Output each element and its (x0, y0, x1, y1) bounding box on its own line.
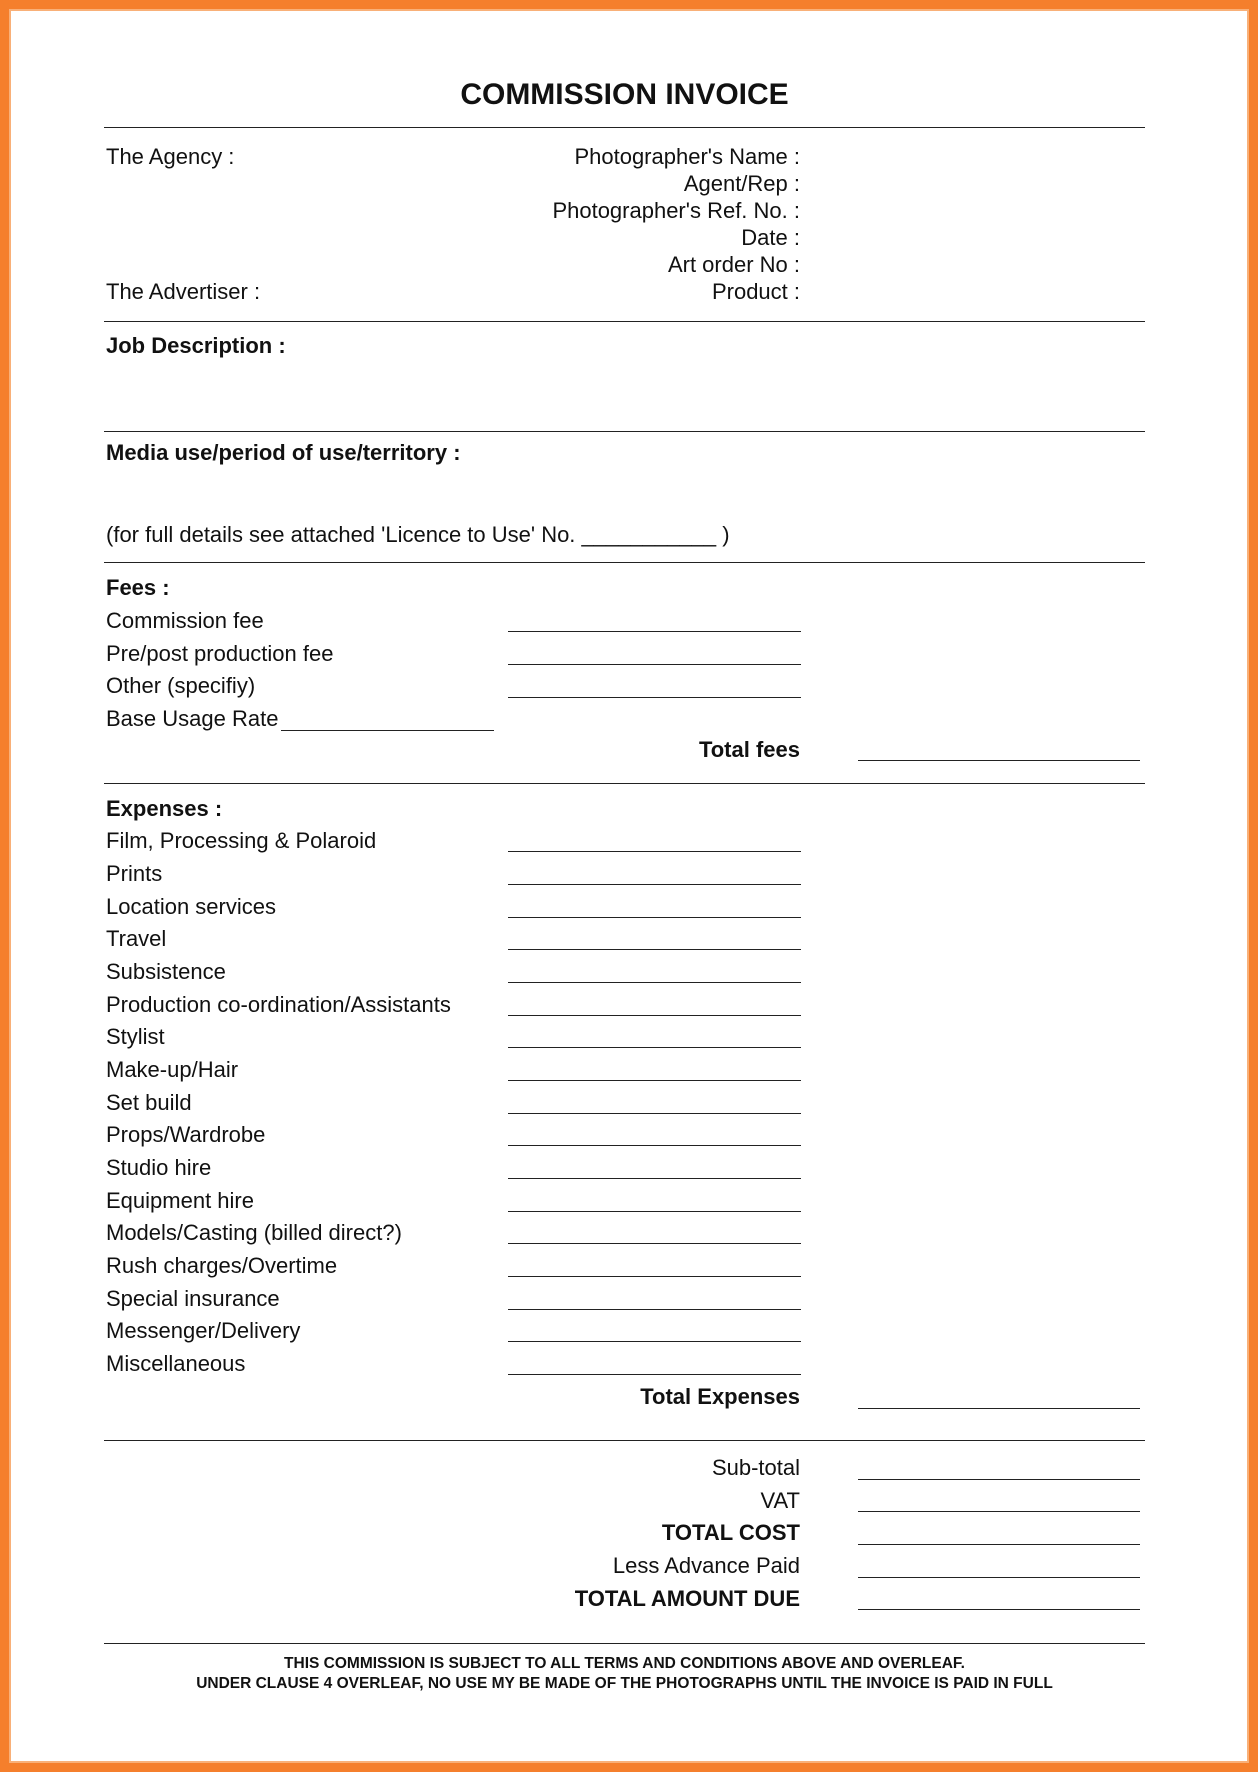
expense-amount-field[interactable] (508, 1341, 801, 1342)
divider (104, 127, 1145, 128)
product-label: Product : (711, 279, 800, 304)
expense-item-label: Prints (106, 861, 163, 886)
divider (104, 783, 1145, 784)
divider (104, 431, 1145, 432)
expense-item-label: Subsistence (106, 959, 226, 984)
fee-item-label: Commission fee (106, 608, 264, 633)
base-usage-field[interactable] (281, 730, 494, 731)
expense-amount-field[interactable] (508, 949, 801, 950)
agency-label: The Agency : (106, 144, 235, 169)
expense-item-label: Set build (106, 1090, 192, 1115)
job-description-label: Job Description : (106, 333, 286, 358)
total-expenses-label: Total Expenses (640, 1384, 800, 1409)
date-label: Date : (741, 225, 800, 250)
art-order-label: Art order No : (667, 252, 800, 277)
subtotal-label: Sub-total (711, 1455, 800, 1480)
expense-amount-field[interactable] (508, 1243, 801, 1244)
expense-amount-field[interactable] (508, 982, 801, 983)
divider (104, 1440, 1145, 1441)
expenses-heading: Expenses : (106, 796, 223, 821)
total-cost-label: TOTAL COST (661, 1520, 800, 1545)
expense-amount-field[interactable] (508, 1145, 801, 1146)
less-advance-label: Less Advance Paid (612, 1553, 800, 1578)
page-title: COMMISSION INVOICE (460, 78, 789, 111)
total-fees-label: Total fees (698, 737, 800, 762)
expense-amount-field[interactable] (508, 917, 801, 918)
licence-note: (for full details see attached 'Licence to Use' No. ___________ ) (106, 522, 730, 547)
expense-amount-field[interactable] (508, 1374, 801, 1375)
divider (104, 321, 1145, 322)
fee-item-label: Pre/post production fee (106, 641, 334, 666)
total-cost-field[interactable] (858, 1544, 1140, 1545)
expense-item-label: Models/Casting (billed direct?) (106, 1220, 402, 1245)
expense-item-label: Rush charges/Overtime (106, 1253, 338, 1278)
base-usage-label: Base Usage Rate (106, 706, 279, 731)
expense-item-label: Studio hire (106, 1155, 212, 1180)
photographer-name-label: Photographer's Name : (574, 144, 800, 169)
expense-amount-field[interactable] (508, 1309, 801, 1310)
expense-item-label: Make-up/Hair (106, 1057, 239, 1082)
expense-amount-field[interactable] (508, 1047, 801, 1048)
total-amount-due-label: TOTAL AMOUNT DUE (574, 1586, 800, 1611)
expense-item-label: Miscellaneous (106, 1351, 246, 1376)
expense-item-label: Props/Wardrobe (106, 1122, 266, 1147)
divider (104, 562, 1145, 563)
expense-item-label: Equipment hire (106, 1188, 254, 1213)
advertiser-label: The Advertiser : (106, 279, 261, 304)
footer-clause-line: UNDER CLAUSE 4 OVERLEAF, NO USE MY BE MADE OF THE PHOTOGRAPHS UNTIL THE INVOICE IS PAID IN FULL (196, 1675, 1053, 1692)
fee-item-label: Other (specifiy) (106, 673, 256, 698)
vat-label: VAT (760, 1488, 800, 1513)
expense-amount-field[interactable] (508, 1178, 801, 1179)
vat-field[interactable] (858, 1511, 1140, 1512)
total-fees-field[interactable] (858, 760, 1140, 761)
footer-terms-line: THIS COMMISSION IS SUBJECT TO ALL TERMS AND CONDITIONS ABOVE AND OVERLEAF. (284, 1655, 965, 1672)
expense-amount-field[interactable] (508, 1113, 801, 1114)
expense-item-label: Production co-ordination/Assistants (106, 992, 451, 1017)
agent-rep-label: Agent/Rep : (683, 171, 800, 196)
fee-amount-field[interactable] (508, 697, 801, 698)
fee-amount-field[interactable] (508, 631, 801, 632)
expense-amount-field[interactable] (508, 851, 801, 852)
fee-amount-field[interactable] (508, 664, 801, 665)
expense-item-label: Special insurance (106, 1286, 280, 1311)
media-use-label: Media use/period of use/territory : (106, 440, 461, 465)
photographer-ref-label: Photographer's Ref. No. : (552, 198, 800, 223)
divider (104, 1643, 1145, 1644)
expense-item-label: Location services (106, 894, 276, 919)
expense-item-label: Film, Processing & Polaroid (106, 828, 377, 853)
subtotal-field[interactable] (858, 1479, 1140, 1480)
fees-heading: Fees : (106, 575, 170, 600)
expense-item-label: Travel (106, 926, 167, 951)
expense-amount-field[interactable] (508, 1211, 801, 1212)
total-amount-due-field[interactable] (858, 1609, 1140, 1610)
expense-item-label: Messenger/Delivery (106, 1318, 301, 1343)
expense-item-label: Stylist (106, 1024, 165, 1049)
total-expenses-field[interactable] (858, 1408, 1140, 1409)
expense-amount-field[interactable] (508, 1015, 801, 1016)
expense-amount-field[interactable] (508, 1276, 801, 1277)
expense-amount-field[interactable] (508, 1080, 801, 1081)
less-advance-field[interactable] (858, 1577, 1140, 1578)
expense-amount-field[interactable] (508, 884, 801, 885)
